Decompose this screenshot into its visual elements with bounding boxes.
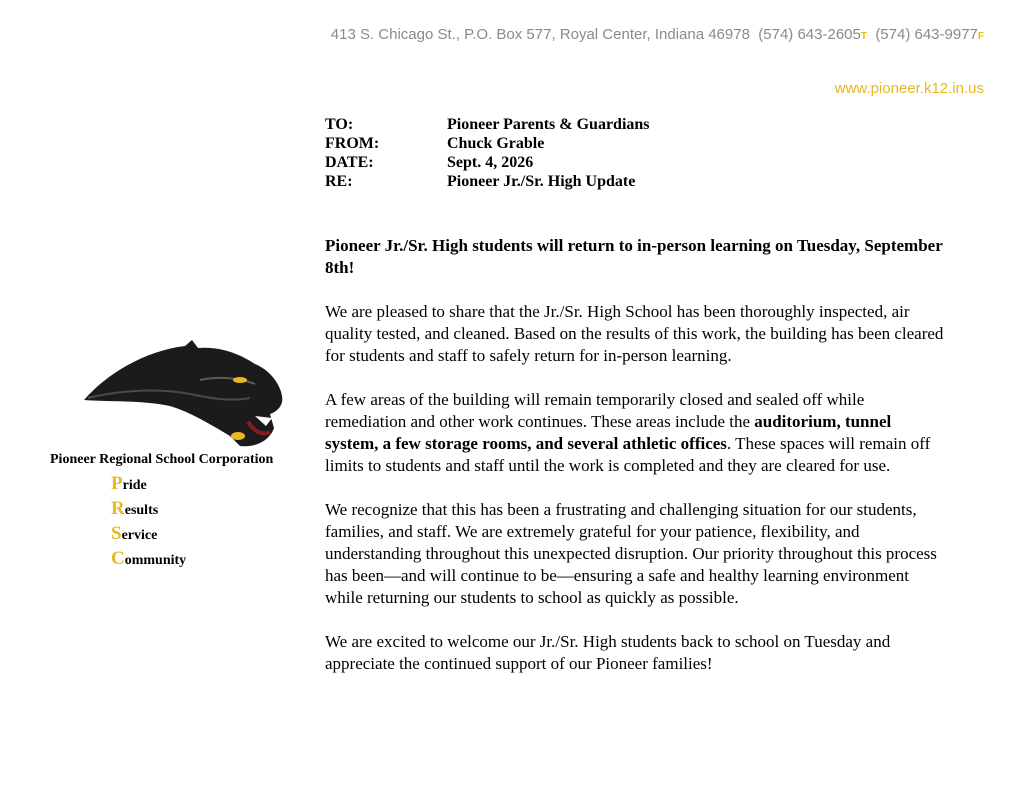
paragraph-4: We are excited to welcome our Jr./Sr. High students back to school on Tuesday and appreciate the continued support of our Pioneer families! [325, 632, 891, 673]
memo-row-re [325, 172, 650, 191]
memo-label-re: RE: [325, 173, 353, 190]
value-rest: ommunity [124, 553, 187, 568]
panther-icon [80, 340, 285, 450]
paragraph-1: We are pleased to share that the Jr./Sr. High School has been thoroughly inspected, air quality tested, and cleaned. Based on the results of this work, the building has been cleared for students and staff to safely return for in-person learning. [325, 302, 944, 365]
memo-row-from [325, 134, 650, 153]
paragraph-2-end: . These spaces will remain off limits to students and staff until the work is completed and they are cleared for use. [325, 434, 931, 475]
value-item [111, 547, 186, 572]
memo-value-from: Chuck Grable [447, 135, 545, 152]
paragraph-3: We recognize that this has been a frustrating and challenging situation for our students, families, and staff. We are extremely grateful for your patience, flexibility, and understanding throughout this unexpected disruption. Our priority throughout this process has been—and will continue to be—ensuring a safe and healthy learning environment while returning our students to school as quickly as possible. [325, 500, 937, 607]
memo-value-re: Pioneer Jr./Sr. High Update [447, 173, 636, 190]
value-item [111, 522, 186, 547]
phone-suffix: T [860, 31, 867, 42]
value-item [111, 472, 186, 497]
memo-value-date: Sept. 4, 2026 [447, 154, 534, 171]
memo-row-to [325, 115, 650, 134]
address-text: 413 S. Chicago St., P.O. Box 577, Royal Center, Indiana 46978 [330, 26, 750, 43]
fax-number: (574) 643-9977 [875, 26, 978, 43]
phone-number: (574) 643-2605 [758, 26, 861, 43]
memo-row-date [325, 153, 650, 172]
closed-areas-list: auditorium, tunnel system, a few storage rooms, and several athletic offices [325, 412, 892, 453]
value-initial: S [111, 523, 122, 544]
corporation-name: Pioneer Regional School Corporation [50, 452, 274, 467]
value-initial: R [111, 498, 125, 519]
letter-body [325, 235, 945, 697]
fax-suffix: F [977, 31, 984, 42]
letterhead-address [331, 26, 984, 43]
value-rest: esults [124, 503, 159, 518]
value-rest: ride [122, 478, 147, 493]
value-item [111, 497, 186, 522]
value-initial: P [111, 473, 123, 494]
memo-label-to: TO: [325, 116, 354, 133]
paragraph-2-start: A few areas of the building will remain temporarily closed and sealed off while remediation and other work continues. These areas include the [325, 390, 865, 431]
memo-header [325, 115, 650, 191]
memo-label-date: DATE: [325, 154, 374, 171]
headline: Pioneer Jr./Sr. High students will return to in-person learning on Tuesday, September 8th! [325, 236, 943, 277]
website-link[interactable]: www.pioneer.k12.in.us [834, 80, 984, 97]
paragraph-2 [325, 389, 945, 477]
memo-label-from: FROM: [325, 135, 380, 152]
values-list [111, 472, 186, 572]
memo-value-to: Pioneer Parents & Guardians [447, 116, 650, 133]
value-rest: ervice [121, 528, 158, 543]
value-initial: C [111, 548, 125, 569]
